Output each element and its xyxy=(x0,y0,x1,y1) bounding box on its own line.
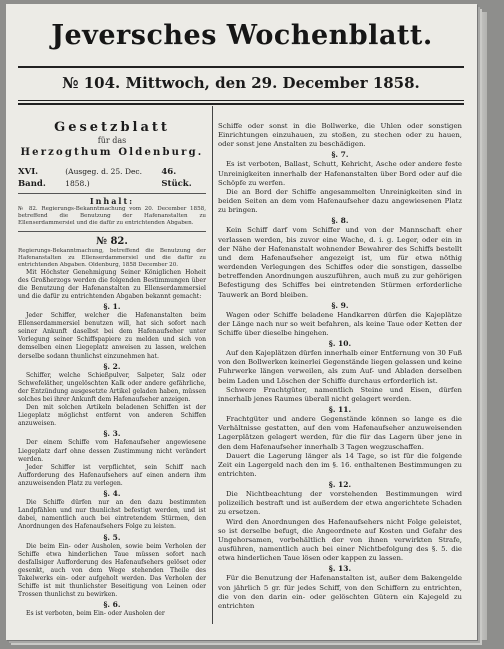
inhalt-rule-top xyxy=(18,193,206,194)
no82-heading: № 82. xyxy=(96,235,128,247)
paragraph-text: Die Schiffe dürfen nur an den dazu bestimmten Landpfählen und nur thunlichst befestigt werden, und ist dabei, namentlich auch bei eintretendem Stürmen, den Anordnungen des Hafenaufsehers Folge zu leisten. xyxy=(18,499,206,531)
no82-intro: Regierungs-Bekanntmachung, betreffend die Benutzung der Hafenanstalten zu Ellenserdammersiel und die dafür zu entrichtenden Abgaben. Oldenburg, 1858 December 20. xyxy=(18,247,206,268)
page-edge-stack xyxy=(477,12,487,640)
paragraph-heading: §. 1. xyxy=(103,302,121,312)
column-divider xyxy=(212,106,213,624)
paragraph-text: Den mit solchen Artikeln beladenen Schiffen ist der Liegeplatz möglichst entfernt von anderen Schiffen anzuweisen. xyxy=(18,404,206,428)
paragraph-text: Die Nichtbeachtung der vorstehenden Bestimmungen wird polizeilich bestraft und ist außerdem der etwa angerichtete Schaden zu ersetzen. xyxy=(218,490,462,517)
paragraph-heading: §. 12. xyxy=(328,480,352,490)
masthead-rule xyxy=(18,66,464,68)
paragraph-heading: §. 13. xyxy=(328,564,352,574)
issue-line xyxy=(18,74,464,92)
paragraph-heading: §. 7. xyxy=(331,150,349,160)
paragraph-text: Schiffer, welche Schießpulver, Salpeter, Salz oder Schwefeläther, ungelöschten Kalk oder andere gefährliche, der Entzündung ausgesetzte Artikel geladen haben, müssen solches bei ihrer Ankunft dem Hafenaufseher anzeigen. xyxy=(18,371,206,404)
paragraph-text: Schwere Frachtgüter, namentlich Steine und Eisen, dürfen innerhalb jenes Raumes überall nicht gelagert werden. xyxy=(218,385,462,403)
paragraph-heading: §. 9. xyxy=(331,300,349,310)
band-ausgegeben: (Ausgeg. d. 25. Dec. 1858.) xyxy=(65,167,142,188)
paragraph-text: Frachtgüter und andere Gegenstände können so lange es die Verhältnisse gestatten, auf den vom Hafenaufseher anzuweisenden Lagerplätzen gelagert werden, für die für das Lagern über jene in den dem Hafenaufseher innerhalb 3 Tagen wegzuschaffen. xyxy=(218,415,462,451)
right-column xyxy=(218,122,462,611)
paragraph-text: Wird den Anordnungen des Hafenaufsehers nicht Folge geleistet, so ist derselbe befugt, die Angeordnete auf Kosten und Gefahr des Ungehorsamen, vorbehältlich der von ihnen verwirkten Strafe, ausführen, namentlich auch bei einer Nichtbefolgung des §. 5. die etwa hinderlichen Taue lösen oder kappen zu lassen. xyxy=(218,517,462,563)
paragraph-text: Schiffe oder sonst in die Bollwerke, die Uhlen oder sonstigen Einrichtungen einzuhauen, zu stoßen, zu stechen oder zu hauen, oder sonst jene Anstalten zu beschädigen. xyxy=(218,122,462,149)
gesetzblatt-fuer-das: für das xyxy=(97,136,127,145)
issue-date: den 29. December 1858. xyxy=(215,74,420,92)
masthead-title: Jeversches Wochenblatt. xyxy=(51,20,433,51)
paragraph-text: Wagen oder Schiffe beladene Handkarren dürfen die Kajeplätze der Länge nach nur so weit befahren, als keine Taue oder Ketten der Schiffe über dieselbe hingehen. xyxy=(218,310,462,337)
issue-weekday: Mittwoch, xyxy=(125,74,210,92)
left-column xyxy=(18,106,206,618)
paragraph-heading: §. 5. xyxy=(103,532,121,542)
band-number: XVI. Band. xyxy=(18,167,46,189)
inhalt-text: № 82. Regierungs-Bekanntmachung vom 20. December 1858, betreffend die Benutzung der Hafenanstalten zu Ellenserdammersiel und die dafür zu entrichtenden Abgaben. xyxy=(18,206,206,227)
band-stueck: 46. Stück. xyxy=(161,167,192,189)
paragraph-text: Die an Bord der Schiffe angesammelten Unreinigkeiten sind in beiden Seiten an dem vom Hafenaufseher dazu angewiesenen Platz zu bringen. xyxy=(218,187,462,215)
paragraph-text: Mit Höchster Genehmigung Seiner Königlichen Hoheit des Großherzogs werden die folgenden Bestimmungen über die Benutzung der Hafenanstalten zu Ellenserdammersiel und die dafür zu entrichtenden Abgaben bekannt gemacht: xyxy=(18,268,206,300)
band-row xyxy=(18,166,206,190)
paragraph-heading: §. 6. xyxy=(103,600,121,610)
left-body-text xyxy=(18,269,206,619)
paragraph-heading: §. 8. xyxy=(331,216,349,226)
gesetzblatt-title: Gesetzblatt xyxy=(54,120,170,135)
paragraph-text: Dauert die Lagerung länger als 14 Tage, so ist für die folgende Zeit ein Lagergeld nach den im §. 16. enthaltenen Bestimmungen zu entrichten. xyxy=(218,451,462,478)
gesetzblatt-herzogthum: Herzogthum Oldenburg. xyxy=(20,147,204,158)
paragraph-heading: §. 2. xyxy=(103,361,121,371)
inhalt-heading: Inhalt: xyxy=(89,196,135,206)
paragraph-text: Die beim Ein- oder Ausholen, sowie beim Verholen der Schiffe etwa hinderlichen Taue müssen sofort nach desfallsiger Aufforderung des Hafenaufsehers gelöset oder gesenkt, auch von dem Wege stehenden Theile des Takelwerks ein- oder aufgeholt werden. Das Verholen der Schiffe ist mit thunlichster Beseitigung von Leinen oder Trossen thunlichst zu bewirken. xyxy=(18,542,206,599)
paragraph-text: Für die Benutzung der Hafenanstalten ist, außer dem Bakengelde von jährlich 5 gr. für jedes Schiff, von den Schiffern zu entrichten, die von den darin ein- oder gelöschten Gütern ein Kajegeld zu entrichten xyxy=(218,574,462,610)
paragraph-heading: §. 11. xyxy=(328,405,352,415)
paragraph-text: Auf den Kajeplätzen dürfen innerhalb einer Entfernung von 30 Fuß von den Bollwerken keinerlei Gegenstände liegen gelassen und keine Fuhrwerke längen verweilen, als zum Auf- und Abladen derselben beim Laden und Löschen der Schiffe durchaus erforderlich ist. xyxy=(218,349,462,385)
paragraph-heading: §. 3. xyxy=(103,429,121,439)
paragraph-text: Jeder Schiffer ist verpflichtet, sein Schiff nach Aufforderung des Hafenaufsehers auf einen andern ihm anzuweisenden Platz zu verlegen. xyxy=(18,463,206,488)
paragraph-text: Jeder Schiffer, welcher die Hafenanstalten beim Ellenserdammersiel benutzen will, hat sich sofort nach seiner Ankunft daselbst bei dem Hafenaufseher unter Vorlegung seiner Schiffspapiere zu melden und sich von demselben einen Liegeplatz anweisen zu lassen, welchen derselbe sodann thunlichst einzunehmen hat. xyxy=(18,312,206,360)
issue-number: № 104. xyxy=(62,74,121,92)
right-body-text xyxy=(218,122,462,611)
paragraph-heading: §. 4. xyxy=(103,489,121,499)
paragraph-text: Es ist verboten, Ballast, Schutt, Kehricht, Asche oder andere feste Unreinigkeiten innerhalb der Hafenanstalten über Bord oder auf die Schöpfe zu werfen. xyxy=(218,160,462,187)
issue-rule-thin xyxy=(18,100,464,101)
paragraph-text: Kein Schiff darf vom Schiffer und von der Mannschaft eher verlassen werden, bis zuvor eine Wache, d. i. g. Leger, oder ein in der Nähe der Hafenanstalt wohnender Bewahrer des Schiffs bestellt und dem Hafenaufseher angezeigt ist, um für etwa nöthig werdenden Verlegungen des Schiffes oder die sonstigen, dasselbe betreffenden Anordnungen auszuführen, auch muß zu zur gehörigen Befestigung des Schiffes bei eintretenden Stürmen erforderliche Tauwerk an Bord bleiben. xyxy=(218,226,462,299)
paragraph-text: Der einem Schiffe vom Hafenaufseher angewiesene Liegeplatz darf ohne dessen Zustimmung nicht verändert werden. xyxy=(18,439,206,463)
issue-rule-thick xyxy=(18,103,464,105)
inhalt-rule-bottom xyxy=(18,231,206,232)
paragraph-text: Es ist verboten, beim Ein- oder Ausholen der xyxy=(26,610,165,618)
paragraph-heading: §. 10. xyxy=(328,339,352,349)
